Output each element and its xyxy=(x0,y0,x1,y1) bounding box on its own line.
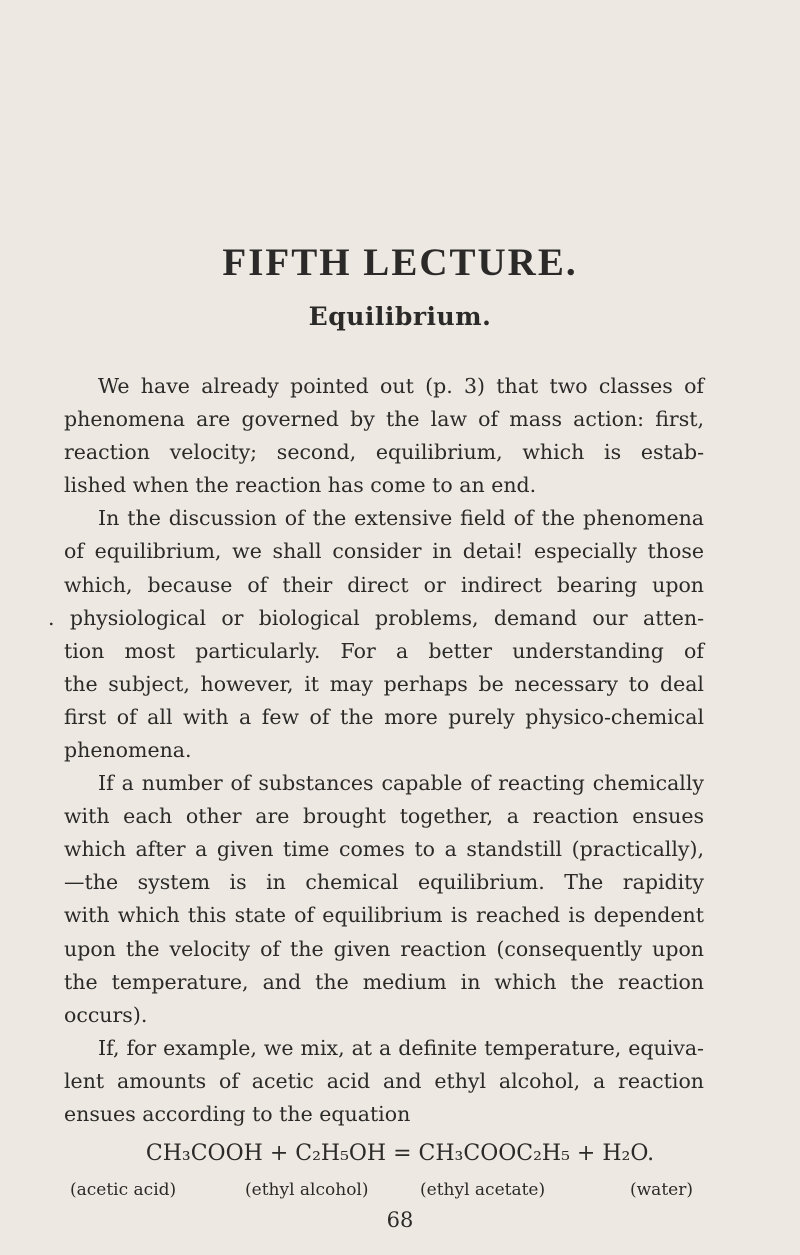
text-line: upon the velocity of the given reaction (consequently upon xyxy=(64,937,704,961)
text-line: . physiological or biological problems, demand our atten- xyxy=(48,606,704,630)
text-line: the subject, however, it may perhaps be necessary to deal xyxy=(64,672,704,696)
label-acetic-acid: (acetic acid) xyxy=(70,1180,177,1200)
text-line: with each other are brought together, a reaction ensues xyxy=(64,804,704,828)
text-line: We have already pointed out (p. 3) that two classes of xyxy=(98,374,704,398)
text-line: If, for example, we mix, at a definite temperature, equiva- xyxy=(98,1036,704,1060)
text-line: which after a given time comes to a standstill (practically), xyxy=(64,837,704,861)
text-line: phenomena. xyxy=(64,738,192,762)
text-line: first of all with a few of the more purely physico-chemical xyxy=(64,705,704,729)
section-subtitle: Equilibrium. xyxy=(308,302,492,331)
lecture-title: FIFTH LECTURE. xyxy=(222,241,578,284)
text-line: lent amounts of acetic acid and ethyl alcohol, a reaction xyxy=(64,1069,704,1093)
label-ethyl-acetate: (ethyl acetate) xyxy=(420,1180,546,1200)
text-line: the temperature, and the medium in which the reaction xyxy=(64,970,704,994)
text-line: In the discussion of the extensive field of the phenomena xyxy=(98,506,704,530)
text-line: —the system is in chemical equilibrium. The rapidity xyxy=(64,870,704,894)
page-number: 68 xyxy=(386,1208,414,1232)
text-line: phenomena are governed by the law of mass action: first, xyxy=(64,407,704,431)
text-line: reaction velocity; second, equilibrium, which is estab- xyxy=(64,440,704,464)
text-line: of equilibrium, we shall consider in detai! especially those xyxy=(64,539,704,563)
text-line: occurs). xyxy=(64,1003,148,1027)
text-line: ensues according to the equation xyxy=(64,1102,411,1126)
label-water: (water) xyxy=(630,1180,693,1200)
chemical-equation: CH₃COOH + C₂H₅OH = CH₃COOC₂H₅ + H₂O. xyxy=(145,1141,655,1166)
text-line: which, because of their direct or indirect bearing upon xyxy=(64,573,704,597)
label-ethyl-alcohol: (ethyl alcohol) xyxy=(245,1180,369,1200)
text-line: tion most particularly. For a better understanding of xyxy=(64,639,704,663)
text-line: with which this state of equilibrium is reached is dependent xyxy=(64,903,704,927)
equation-labels xyxy=(0,1180,800,1204)
text-line: If a number of substances capable of reacting chemically xyxy=(98,771,704,795)
text-line: lished when the reaction has come to an end. xyxy=(64,473,537,497)
